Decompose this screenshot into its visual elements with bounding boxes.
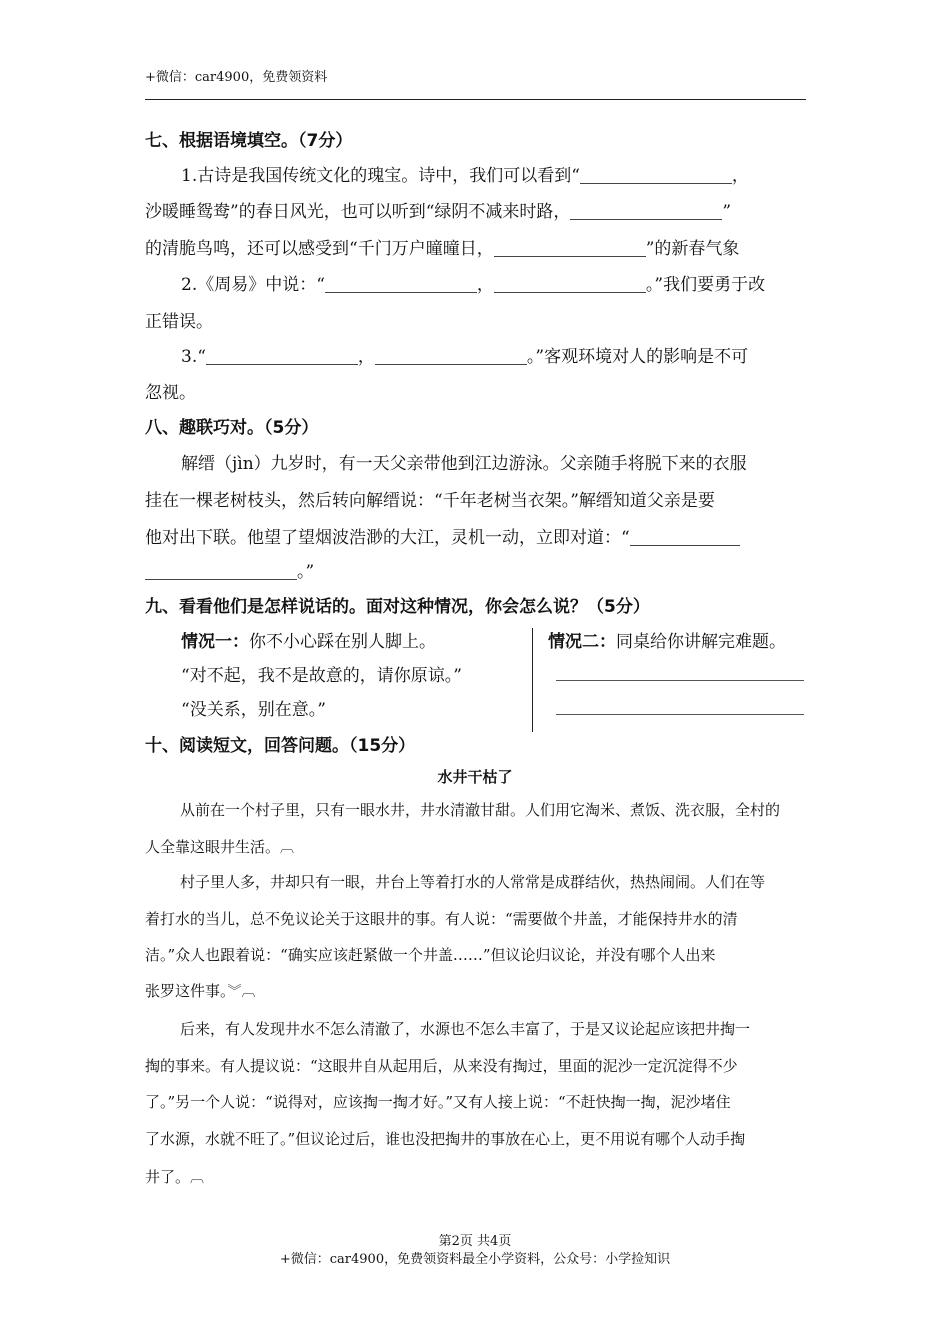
s7-line-1: 1.古诗是我国传统文化的瑰宝。诗中，我们可以看到“ ，: [181, 166, 749, 186]
blank-3[interactable]: [494, 239, 646, 257]
p2-line-2: 着打水的当儿，总不免议论关于这眼井的事。有人说：“需要做个井盖，才能保持井水的清: [145, 910, 738, 928]
s7-line-2: 沙暖睡鸳鸯”的春日风光，也可以听到“绿阴不减来时路， ”: [145, 202, 732, 222]
blank-9[interactable]: [145, 562, 297, 580]
case-2-line: 情况二：同桌给你讲解完难题。: [548, 632, 786, 652]
blank-2[interactable]: [570, 202, 722, 220]
case-1-line: 情况一：你不小心踩在别人脚上。: [181, 632, 436, 652]
p1-line-2: 人全靠这眼井生活。︹: [145, 838, 295, 856]
p2-line-1: 村子里人多，井却只有一眼，井台上等着打水的人常常是成群结伙，热热闹闹。人们在等: [180, 873, 766, 891]
page-number: 第2页 共4页: [438, 1234, 512, 1249]
s7-line-3: 的清脆鸟鸣，还可以感受到“千门万户曈曈日， ”的新春气象: [145, 239, 740, 259]
p3-line-2: 掏的事来。有人提议说：“这眼井自从起用后，从来没有掏过，里面的泥沙一定沉淀得不少: [145, 1057, 738, 1075]
p3-line-1: 后来，有人发现井水不怎么清澈了，水源也不怎么丰富了，于是又议论起应该把井掏一: [180, 1020, 751, 1038]
blank-1[interactable]: [580, 166, 732, 184]
s7-line-6: 3.“ ， 。”客观环境对人的影响是不可: [181, 347, 749, 367]
section-9-title: 九、看看他们是怎样说话的。面对这种情况，你会怎么说？（5分）: [145, 597, 650, 617]
p3-line-4: 了水源，水就不旺了。”但议论过后，谁也没把掏井的事放在心上，更不用说有哪个人动手掏: [145, 1130, 746, 1148]
p1-line-1: 从前在一个村子里，只有一眼水井，井水清澈甘甜。人们用它淘米、煮饭、洗衣服，全村的: [180, 801, 781, 819]
s8-line-1: 解缙（jìn）九岁时，有一天父亲带他到江边游泳。父亲随手将脱下来的衣服: [181, 454, 747, 474]
blank-8[interactable]: [630, 528, 740, 546]
blank-5[interactable]: [494, 275, 646, 293]
case-1-dialog-1: “对不起，我不是故意的，请你原谅。”: [181, 666, 462, 686]
s7-line-5: 正错误。: [145, 312, 213, 332]
column-divider: [532, 628, 533, 732]
header-text: +微信：car4900，免费领资料: [145, 70, 328, 85]
blank-7[interactable]: [375, 347, 527, 365]
s8-line-2: 挂在一棵老树枝头，然后转向解缙说：“千年老树当衣架。”解缙知道父亲是要: [145, 491, 715, 511]
p2-line-4: 张罗这件事。︾︹: [145, 982, 256, 1000]
case-1-dialog-2: “没关系，别在意。”: [181, 700, 326, 720]
s7-line-4: 2.《周易》中说：“ ， 。”我们要勇于改: [181, 275, 766, 295]
p3-line-3: 了。”另一个人说：“说得对，应该掏一掏才好。”又有人接上说：“不赶快掏一掏，泥沙堵住: [145, 1093, 731, 1111]
annotation-mark: ︹: [280, 840, 295, 856]
answer-line-1[interactable]: [556, 680, 804, 681]
story-title: 水井干枯了: [437, 768, 513, 786]
section-7-title: 七、根据语境填空。（7分）: [145, 131, 353, 151]
annotation-mark: ︾︹: [227, 984, 256, 1000]
answer-line-2[interactable]: [556, 714, 804, 715]
p3-line-5: 井了。︹: [145, 1168, 205, 1186]
p2-line-3: 洁。”众人也跟着说：“确实应该赶紧做一个井盖……”但议论归议论，并没有哪个人出来: [145, 946, 716, 964]
s8-line-3: 他对出下联。他望了望烟波浩渺的大江，灵机一动，立即对道：“: [145, 523, 740, 548]
blank-6[interactable]: [206, 347, 358, 365]
annotation-mark: ︹: [190, 1170, 205, 1186]
footer-text: +微信：car4900，免费领资料最全小学资料，公众号：小学捡知识: [279, 1252, 671, 1267]
s8-line-4: 。”: [145, 557, 314, 582]
section-10-title: 十、阅读短文，回答问题。（15分）: [145, 736, 416, 756]
s7-line-7: 忽视。: [145, 383, 196, 403]
header-rule: [145, 99, 806, 100]
blank-4[interactable]: [325, 275, 477, 293]
section-8-title: 八、趣联巧对。（5分）: [145, 418, 319, 438]
